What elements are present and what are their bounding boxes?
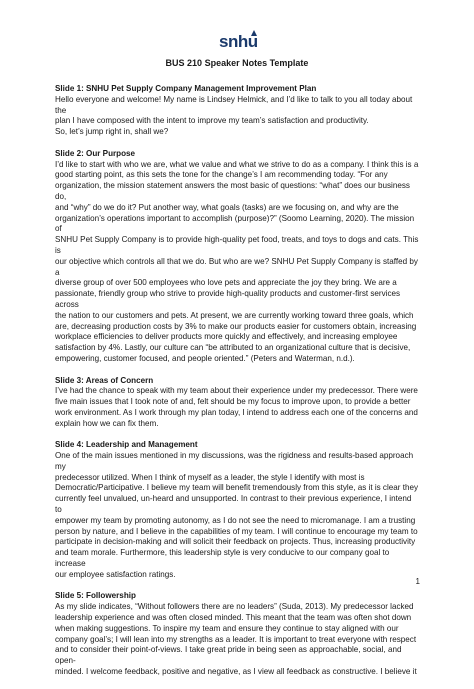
text-line: organization’s operations important to accomplish (purpose)?” (Soomo Learning, 2020). The mission of [55, 213, 415, 234]
section [55, 149, 420, 365]
section [55, 84, 420, 138]
text-line: empowering, customer focused, and people oriented.” (Peters and Waterman, n.d.). [55, 353, 355, 363]
section-paragraph [55, 386, 420, 429]
text-line: person by nature, and I believe in the capabilities of my team. I will continue to encourage my team to [55, 526, 418, 536]
text-line: SNHU Pet Supply Company is to provide high-quality pet food, treats, and toys to dogs and cats. This is [55, 235, 419, 255]
snhu-logo [219, 33, 259, 51]
section-heading: Slide 4: Leadership and Management [55, 440, 198, 450]
text-line: five main issues that I took note of and, felt should be my focus to improve upon, to provide a better [55, 397, 411, 407]
text-line: organization, the mission statement answers the most basic of questions: “what” does our business do, [55, 181, 410, 201]
section [55, 376, 420, 430]
text-line: passionate, friendly group who strive to provide high-quality products and customer-first services across [55, 289, 401, 309]
section-heading: Slide 5: Followership [55, 591, 136, 601]
text-line: when making suggestions. To inspire my team and ensure they continue to stay aligned with our [55, 623, 399, 633]
section [55, 591, 420, 677]
text-line: diverse group of over 500 employees who love pets and appreciate the joy they bring. We are a [55, 278, 397, 288]
section-paragraph [55, 95, 420, 138]
text-line: minded. I welcome feedback, positive and negative, as I view all feedback as constructive. I believe it [55, 667, 417, 677]
text-line: Democratic/Participative. I believe my team will benefit tremendously from this style, as it is clear they [55, 483, 419, 493]
text-line: work environment. As I work through my plan today, I intend to address each one of the concerns and [55, 407, 418, 417]
section-heading: Slide 3: Areas of Concern [55, 375, 154, 385]
text-line: participate in decision-making and will solicit their feedback on projects. Thus, increasing productivity [55, 537, 416, 547]
section [55, 440, 420, 580]
text-line: our employee satisfaction ratings. [55, 569, 176, 579]
text-line: workplace efficiencies to deliver products more quickly and effectively, and increasing employee [55, 332, 398, 342]
text-line: good starting point, as this sets the tone for the change’s I am recommending today. “For any [55, 170, 388, 180]
text-line: I’d like to start with who we are, what we value and what we strive to do as a company. I think this is a [55, 159, 419, 169]
section-heading: Slide 2: Our Purpose [55, 148, 136, 158]
logo-accent-icon [251, 30, 257, 36]
text-line: explain how we can fix them. [55, 418, 159, 428]
section-paragraph [55, 451, 420, 581]
text-line: and team morale. Furthermore, this leadership style is very conducive to our company goal to increase [55, 548, 390, 569]
text-line: As my slide indicates, “Without followers there are no leaders” (Suda, 2013). My predecessor lacked [55, 602, 414, 612]
text-line: our objective which controls all that we do. But who are we? SNHU Pet Supply Company is staffed by a [55, 256, 418, 277]
text-line: One of the main issues mentioned in my discussions, was the rigidness and results-based approach my [55, 451, 414, 471]
logo-wordmark: snhu [219, 32, 258, 51]
section-paragraph [55, 160, 420, 365]
text-line: are, decreasing production costs by 3% to make our products easier for customers obtain, increasing [55, 321, 417, 331]
text-line: and to consider their point-of-views. I take great pride in being seen as approachable, social, and open- [55, 645, 402, 666]
page-number: 1 [415, 577, 420, 586]
section-paragraph [55, 602, 420, 678]
text-line: predecessor utilized. When I think of myself as a leader, the style I identify with most is [55, 472, 365, 482]
text-line: the nation to our customers and pets. At present, we are currently working toward three goals, which [55, 310, 414, 320]
text-line: company goal’s; I will lean into my strengths as a leader. It is important to treat everyone with respect [55, 634, 417, 644]
text-line: empower my team by promoting autonomy, as I do not see the need to micromanage. I am a trusting [55, 515, 416, 525]
text-line: I’ve had the chance to speak with my team about their experience under my predecessor. There were [55, 386, 418, 396]
text-line: So, let’s jump right in, shall we? [55, 127, 169, 137]
text-line: and “why” do we do it? Put another way, what goals (tasks) are we focusing on, and why are the [55, 202, 399, 212]
section-heading: Slide 1: SNHU Pet Supply Company Management Improvement Plan [55, 84, 317, 93]
text-line: Hello everyone and welcome! My name is Lindsey Helmick, and I’d like to talk to you all today about the [55, 94, 413, 115]
document-body [55, 84, 420, 689]
text-line: currently feel unvalued, un-heard and unsupported. In contrast to their previous experience, I intend to [55, 494, 412, 515]
document-title: BUS 210 Speaker Notes Template [165, 58, 309, 68]
text-line: leadership experience and was often closed minded. This meant that the team was often shot down [55, 613, 412, 623]
text-line: plan I have composed with the intent to improve my team’s satisfaction and productivity. [55, 116, 369, 126]
text-line: satisfaction by 4%. Lastly, our culture can “be attributed to an organizational culture that is decisive, [55, 343, 411, 353]
